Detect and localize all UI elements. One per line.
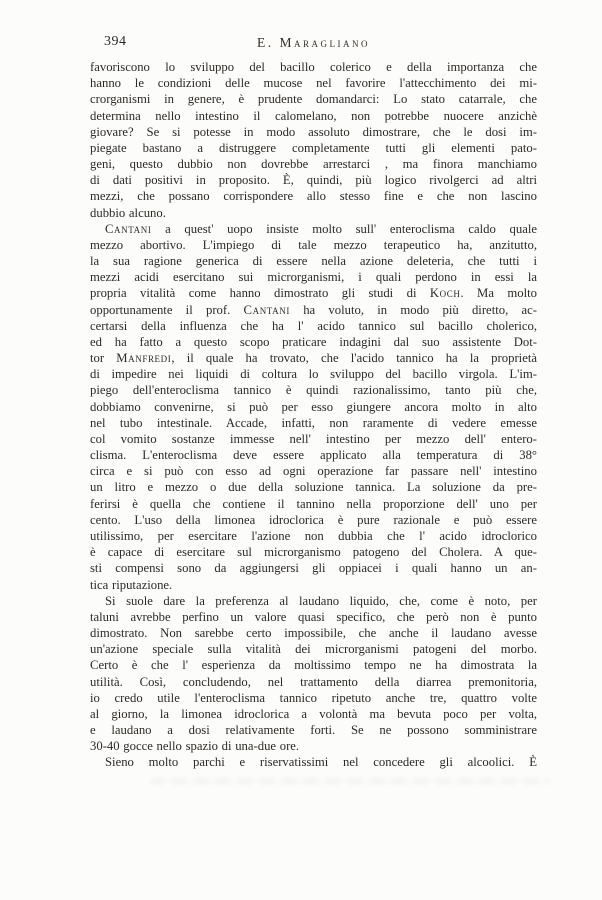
smallcaps-name: Koch (429, 286, 461, 301)
text-line: è capace di esercitare sul microrganismo patogeno del Cholera. A que- (90, 545, 537, 560)
text-line: dobbiamo convenirne, si può per esso giungere ancora molto in alto (90, 399, 537, 414)
text-line: un'azione speciale sulla vitalità dei microrganismi patogeni del morbo. (90, 642, 537, 657)
text-line: col vomito sostanze immesse nell' intestino per mezzo dell' entero- (90, 431, 537, 446)
running-header-author: E. Maragliano (257, 35, 370, 50)
text-line: ed ha fatto a questo scopo praticare indagini dal suo assistente Dot- (90, 334, 537, 349)
text-line: mezzo abortivo. L'impiego di tale mezzo terapeutico ha, anzitutto, (90, 237, 537, 252)
text-line: giovare? Se si potesse in modo assoluto dimostrare, che le dosi im- (90, 124, 537, 139)
text-line: di dati positivi in proposito. È, quindi, più logico rivolgerci ad altri (90, 173, 537, 188)
text-line: tor Manfredi, il quale ha trovato, che l'acido tannico ha la proprietà (90, 351, 537, 366)
page-bleed-through-artifact (150, 778, 550, 785)
text-line: Si suole dare la preferenza al laudano liquido, che, come è noto, per (105, 593, 537, 608)
text-line: utilità. Così, concludendo, nel trattamento della diarrea premonitoria, (90, 674, 537, 689)
text-line: mezzi acidi esercitano sui microrganismi, i quali perdono in essi la (90, 270, 537, 285)
smallcaps-name: Manfredi (116, 351, 172, 366)
text-line: crorganismi in genere, è prudente domandarci: Lo stato catarrale, che (90, 92, 537, 107)
text-line: determina nello intestino il calomelano, non potrebbe nuocere anzichè (90, 108, 537, 123)
text-line: dimostrato. Non sarebbe certo impossibile, che anche il laudano avesse (90, 626, 537, 641)
text-line: taluni avrebbe perfino un valore quasi specifico, che però non è punto (90, 609, 537, 624)
text-line: opportunamente il prof. Cantani ha voluto, in modo più diretto, ac- (90, 302, 537, 317)
text-line: io credo utile l'enteroclisma tannico ripetuto anche tre, quattro volte (90, 690, 537, 705)
page-header (90, 34, 537, 54)
text-line: geni, questo dubbio non dovrebbe arrestarci , ma finora manchiamo (90, 157, 537, 172)
text-line: propria vitalità come hanno dimostrato gli studi di Koch. Ma molto (90, 286, 537, 301)
text-line: mezzi, che possano corrispondere allo stesso fine e che non lascino (90, 189, 537, 204)
body-text (90, 59, 537, 771)
text-line: sti compensi sono da aggiungersi gli oppiacei i quali hanno un an- (90, 561, 537, 576)
text-line: la sua ragione generica di essere nella azione deleteria, che tutti i (90, 254, 537, 269)
text-line: certarsi della influenza che ha l' acido tannico sul bacillo cholerico, (90, 318, 537, 333)
text-line: 30-40 gocce nello spazio di una-due ore. (90, 739, 300, 754)
text-line: Certo è che l' esperienza da moltissimo tempo ne ha dimostrata la (90, 658, 537, 673)
text-line: un litro e mezzo o due della soluzione tannica. La soluzione da pre- (90, 480, 537, 495)
page-number: 394 (104, 34, 127, 49)
text-line: Sieno molto parchi e riservatissimi nel concedere gli alcoolici. È (105, 755, 537, 770)
text-line: nel tubo intestinale. Accade, infatti, non raramente di vedere emesse (90, 415, 537, 430)
text-line: di impedire nei liquidi di coltura lo sviluppo del bacillo virgola. L'im- (90, 367, 537, 382)
text-line: favoriscono lo sviluppo del bacillo colerico e della importanza che (90, 60, 537, 74)
text-line: cento. L'uso della limonea idroclorica è pure razionale e può essere (90, 512, 537, 527)
text-line: utilissimo, per esercitare l'azione non dubbia che l' acido idroclorico (90, 528, 537, 543)
text-line: dubbio alcuno. (90, 205, 166, 220)
text-line: hanno le condizioni delle mucose nel favorire l'attecchimento dei mi- (90, 76, 537, 91)
text-line: Cantani a quest' uopo insiste molto sull' enteroclisma caldo quale (105, 221, 537, 236)
text-line: piego dell'enteroclisma tannico è quindi razionalissimo, tanto più che, (90, 383, 537, 398)
text-line: ferirsi è quella che contiene il tannino nella proporzione dell' uno per (90, 496, 537, 511)
smallcaps-name: Cantani (105, 221, 152, 236)
text-line: e laudano a dosi relativamente forti. Se ne possono somministrare (90, 723, 537, 738)
text-line: circa e si può con esso ad ogni operazione far passare nell' intestino (90, 464, 537, 479)
text-line: piegate bastano a distruggere completamente tutti gli elementi pato- (90, 140, 537, 155)
text-line: al giorno, la limonea idroclorica a volontà ma bevuta poco per volta, (90, 706, 537, 721)
smallcaps-name: Cantani (243, 302, 290, 317)
text-line: tica riputazione. (90, 577, 173, 592)
text-line: clisma. L'enteroclisma deve essere applicato alla temperatura di 38° (90, 448, 537, 463)
